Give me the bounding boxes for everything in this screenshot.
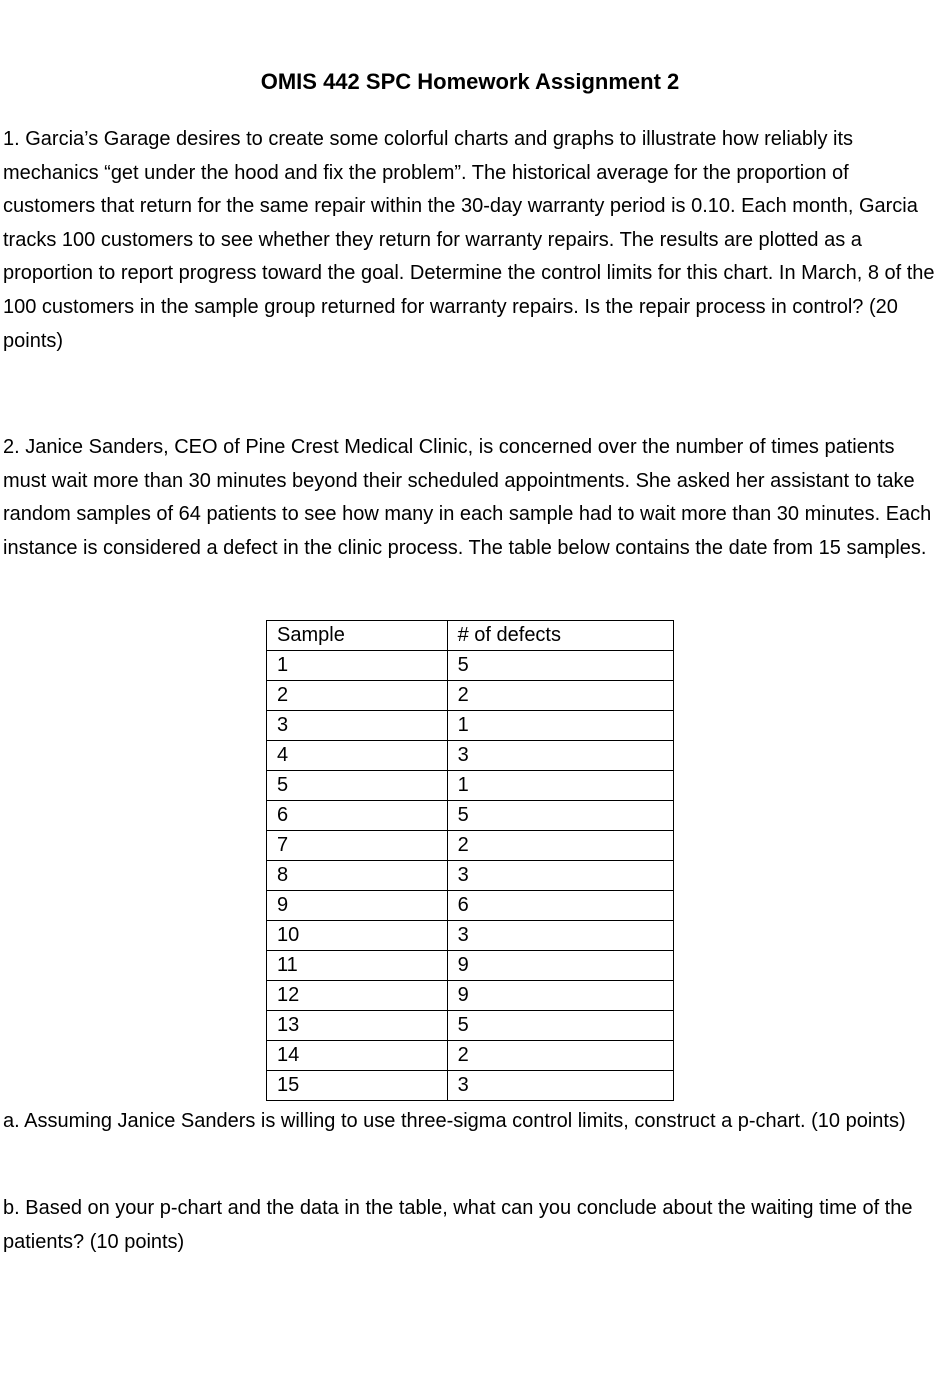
table-header-cell: Sample (267, 621, 448, 651)
table-cell: 5 (267, 771, 448, 801)
question-1-text: 1. Garcia’s Garage desires to create some colorful charts and graphs to illustrate how reliably its mechanics “get under the hood and fix the problem”. The historical average for the proportion of customers that return for the same repair within the 30-day warranty period is 0.10. Each month, Garcia tracks 100 customers to see whether they return for warranty repairs. The results are plotted as a proportion to report progress toward the goal. Determine the control limits for this chart. In March, 8 of the 100 customers in the sample group returned for warranty repairs. Is the repair process in control? (20 points) (3, 128, 935, 352)
table-cell: 10 (267, 921, 448, 951)
table-header-cell: # of defects (447, 621, 673, 651)
table-cell: 8 (267, 861, 448, 891)
table-cell: 3 (447, 921, 673, 951)
table-cell: 15 (267, 1071, 448, 1101)
table-cell: 11 (267, 951, 448, 981)
table-cell: 9 (447, 981, 673, 1011)
table-cell: 5 (447, 801, 673, 831)
table-cell: 14 (267, 1041, 448, 1071)
table-cell: 13 (267, 1011, 448, 1041)
page-title: OMIS 442 SPC Homework Assignment 2 (260, 69, 680, 94)
table-cell: 3 (267, 711, 448, 741)
table-cell: 2 (447, 681, 673, 711)
defects-table (266, 620, 674, 1101)
table-cell: 12 (267, 981, 448, 1011)
question-2b-text: b. Based on your p-chart and the data in the table, what can you conclude about the waiting time of the patients? (10 points) (3, 1197, 913, 1253)
table-cell: 1 (447, 711, 673, 741)
table-row (267, 1071, 674, 1101)
table-cell: 9 (267, 891, 448, 921)
table-row (267, 651, 674, 681)
table-row (267, 951, 674, 981)
table-cell: 6 (447, 891, 673, 921)
table-cell: 3 (447, 1071, 673, 1101)
table-cell: 3 (447, 741, 673, 771)
table-row (267, 921, 674, 951)
table-cell: 1 (447, 771, 673, 801)
table-header-row (267, 621, 674, 651)
table-row (267, 1041, 674, 1071)
table-row (267, 861, 674, 891)
question-2-text: 2. Janice Sanders, CEO of Pine Crest Medical Clinic, is concerned over the number of times patients must wait more than 30 minutes beyond their scheduled appointments. She asked her assistant to take random samples of 64 patients to see how many in each sample had to wait more than 30 minutes. Each instance is considered a defect in the clinic process. The table below contains the date from 15 samples. (3, 436, 932, 559)
table-cell: 5 (447, 1011, 673, 1041)
table-cell: 2 (447, 831, 673, 861)
table-row (267, 831, 674, 861)
table-cell: 2 (267, 681, 448, 711)
table-row (267, 741, 674, 771)
table-row (267, 1011, 674, 1041)
table-cell: 7 (267, 831, 448, 861)
table-cell: 5 (447, 651, 673, 681)
table-cell: 9 (447, 951, 673, 981)
table-row (267, 711, 674, 741)
table-cell: 6 (267, 801, 448, 831)
table-cell: 3 (447, 861, 673, 891)
table-row (267, 771, 674, 801)
table-row (267, 801, 674, 831)
table-cell: 4 (267, 741, 448, 771)
table-cell: 1 (267, 651, 448, 681)
table-cell: 2 (447, 1041, 673, 1071)
table-row (267, 681, 674, 711)
table-row (267, 891, 674, 921)
table-row (267, 981, 674, 1011)
question-2a-text: a. Assuming Janice Sanders is willing to use three-sigma control limits, construct a p-chart. (10 points) (3, 1110, 906, 1132)
